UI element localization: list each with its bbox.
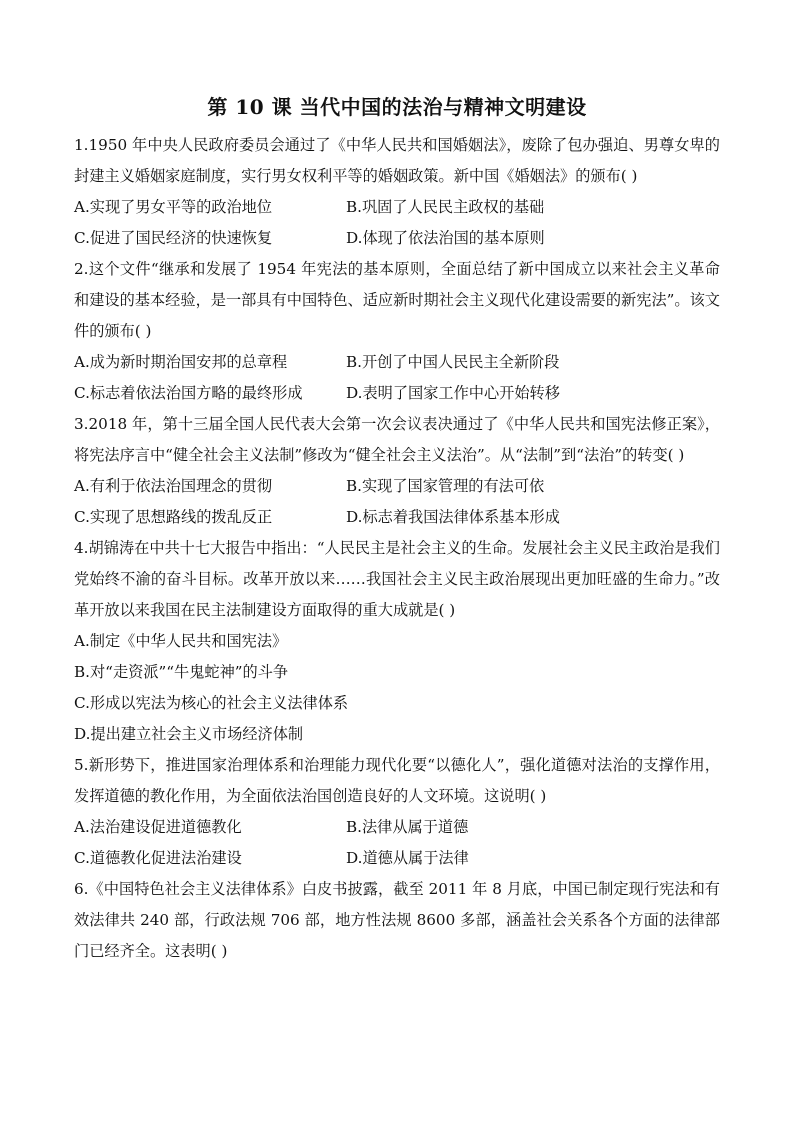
question-1-option-a: A.实现了男女平等的政治地位 [74, 198, 273, 216]
question-3-options [74, 471, 720, 533]
question-4-options [74, 626, 720, 750]
page-title: 第 10 课 当代中国的法治与精神文明建设 [207, 95, 587, 119]
question-2-option-b: B.开创了中国人民民主全新阶段 [346, 353, 560, 371]
question-1-options [74, 192, 720, 254]
question-1-option-d: D.体现了依法治国的基本原则 [346, 229, 545, 247]
question-5-option-d: D.道德从属于法律 [346, 849, 469, 867]
question-3-option-d: D.标志着我国法律体系基本形成 [346, 508, 560, 526]
question-3-option-c: C.实现了思想路线的拨乱反正 [74, 508, 273, 526]
question-1-stem: 1.1950 年中央人民政府委员会通过了《中华人民共和国婚姻法》，废除了包办强迫、男尊女卑的封建主义婚姻家庭制度，实行男女权利平等的婚姻政策。新中国《婚姻法》的颁布( ) [74, 136, 720, 185]
question-4-option-c: C.形成以宪法为核心的社会主义法律体系 [74, 694, 349, 712]
question-3-option-b: B.实现了国家管理的有法可依 [346, 477, 545, 495]
question-1-option-b: B.巩固了人民民主政权的基础 [346, 198, 545, 216]
question-4-option-a: A.制定《中华人民共和国宪法》 [74, 632, 288, 650]
question-4-option-d: D.提出建立社会主义市场经济体制 [74, 725, 304, 743]
question-2-options [74, 347, 720, 409]
question-3-option-a: A.有利于依法治国理念的贯彻 [74, 477, 273, 495]
question-4-option-b: B.对“走资派”“牛鬼蛇神”的斗争 [74, 663, 289, 681]
question-1-option-c: C.促进了国民经济的快速恢复 [74, 229, 273, 247]
question-5-option-b: B.法律从属于道德 [346, 818, 469, 836]
question-5-option-c: C.道德教化促进法治建设 [74, 849, 242, 867]
question-5-options [74, 812, 720, 874]
question-2-option-c: C.标志着依法治国方略的最终形成 [74, 384, 303, 402]
question-4-stem: 4.胡锦涛在中共十七大报告中指出：“人民民主是社会主义的生命。发展社会主义民主政治是我们党始终不渝的奋斗目标。改革开放以来……我国社会主义民主政治展现出更加旺盛的生命力。”改革开放以来我国在民主法制建设方面取得的重大成就是( ) [74, 539, 720, 619]
question-6-stem: 6.《中国特色社会主义法律体系》白皮书披露，截至 2011 年 8 月底，中国已制定现行宪法和有效法律共 240 部，行政法规 706 部，地方性法规 8600 多部，涵盖社会关系各个方面的法律部门已经齐全。这表明( ) [74, 880, 720, 960]
question-3-stem: 3.2018 年，第十三届全国人民代表大会第一次会议表决通过了《中华人民共和国宪法修正案》，将宪法序言中“健全社会主义法制”修改为“健全社会主义法治”。从“法制”到“法治”的转变( ) [74, 415, 720, 464]
question-2-stem: 2.这个文件“继承和发展了 1954 年宪法的基本原则，全面总结了新中国成立以来社会主义革命和建设的基本经验，是一部具有中国特色、适应新时期社会主义现代化建设需要的新宪法”。该文件的颁布( ) [74, 260, 720, 340]
question-5-stem: 5.新形势下，推进国家治理体系和治理能力现代化要“以德化人”，强化道德对法治的支撑作用，发挥道德的教化作用，为全面依法治国创造良好的人文环境。这说明( ) [74, 756, 720, 805]
question-2-option-a: A.成为新时期治国安邦的总章程 [74, 353, 288, 371]
question-2-option-d: D.表明了国家工作中心开始转移 [346, 384, 560, 402]
question-5-option-a: A.法治建设促进道德教化 [74, 818, 242, 836]
